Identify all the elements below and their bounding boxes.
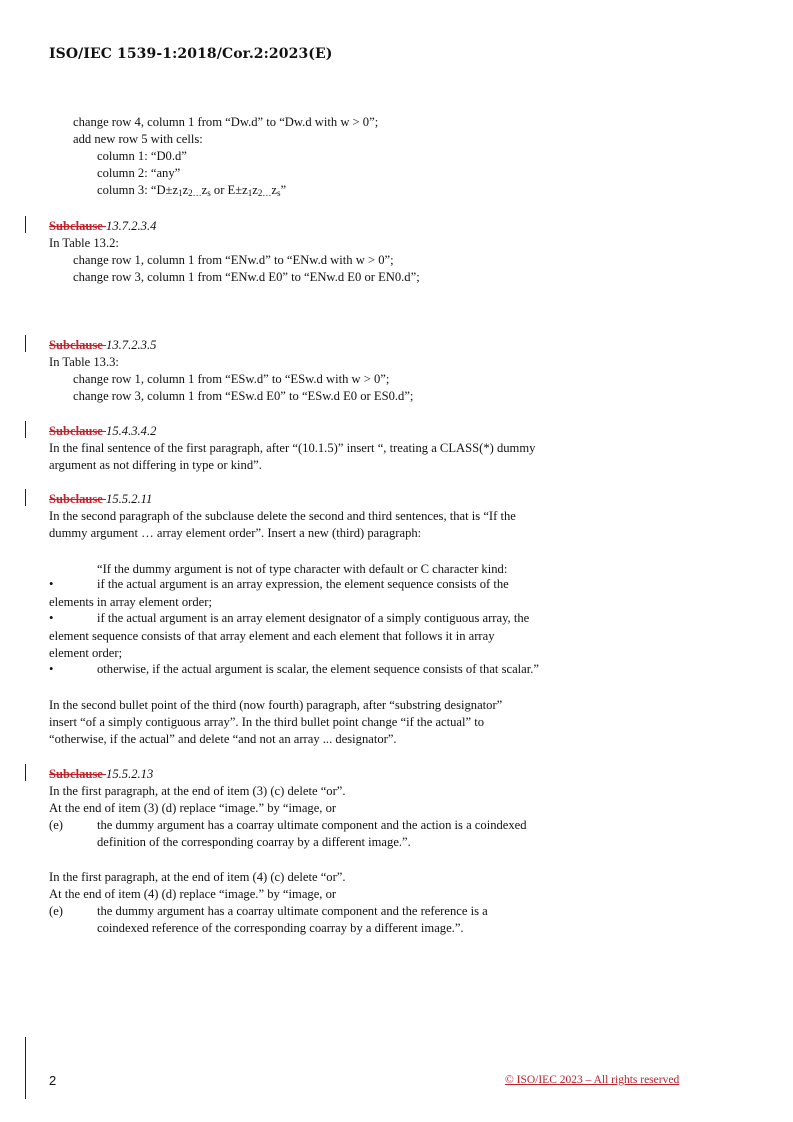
item-label: (e) bbox=[49, 818, 63, 832]
subclause-heading bbox=[49, 423, 156, 439]
text-run: z bbox=[201, 183, 208, 197]
instruction-line: In the first paragraph, at the end of item (4) (c) delete “or”. bbox=[49, 870, 346, 884]
instruction-line: add new row 5 with cells: bbox=[73, 132, 203, 146]
deleted-text: Subclause bbox=[49, 219, 107, 233]
instruction-line: argument as not differing in type or kind”. bbox=[49, 458, 262, 472]
subclause-ref: 15.5.2.13 bbox=[106, 767, 154, 781]
item-text: the dummy argument has a coarray ultimate component and the reference is a bbox=[97, 904, 488, 918]
deleted-text: Subclause bbox=[49, 492, 107, 506]
text-run: ” bbox=[280, 183, 287, 197]
page-number: 2 bbox=[49, 1073, 57, 1088]
deleted-text: Subclause bbox=[49, 338, 107, 352]
deleted-text: Subclause bbox=[49, 767, 107, 781]
subscript: s bbox=[276, 188, 281, 198]
subclause-ref: 13.7.2.3.4 bbox=[106, 219, 157, 233]
bullet-text: element order; bbox=[49, 646, 123, 660]
instruction-line: In the first paragraph, at the end of item (3) (c) delete “or”. bbox=[49, 784, 346, 798]
bullet-marker: • bbox=[49, 611, 54, 625]
bullet-marker: • bbox=[49, 577, 54, 591]
change-bar bbox=[25, 216, 26, 233]
document-header: ISO/IEC 1539-1:2018/Cor.2:2023(E) bbox=[49, 46, 333, 62]
bullet-text: if the actual argument is an array expression, the element sequence consists of the bbox=[97, 577, 509, 591]
instruction-line: column 2: “any” bbox=[97, 166, 181, 180]
instruction-line: In Table 13.3: bbox=[49, 355, 119, 369]
item-text: the dummy argument has a coarray ultimate component and the action is a coindexed bbox=[97, 818, 527, 832]
instruction-line: change row 1, column 1 from “ESw.d” to “ESw.d with w > 0”; bbox=[73, 372, 390, 386]
instruction-line: In the second paragraph of the subclause delete the second and third sentences, that is “If the bbox=[49, 509, 516, 523]
bullet-marker: • bbox=[49, 662, 54, 676]
bullet-text: if the actual argument is an array element designator of a simply contiguous array, the bbox=[97, 611, 530, 625]
instruction-line: change row 3, column 1 from “ENw.d E0” to “ENw.d E0 or EN0.d”; bbox=[73, 270, 420, 284]
text-run: z bbox=[182, 183, 189, 197]
quoted-paragraph: “If the dummy argument is not of type character with default or C character kind: bbox=[97, 562, 508, 576]
change-bar bbox=[25, 1037, 26, 1099]
subscript: s bbox=[207, 188, 211, 198]
subscript: 1 bbox=[178, 188, 183, 198]
subclause-heading bbox=[49, 218, 156, 234]
instruction-line: change row 4, column 1 from “Dw.d” to “Dw.d with w > 0”; bbox=[73, 115, 379, 129]
subclause-ref: 15.4.3.4.2 bbox=[106, 424, 157, 438]
instruction-line-column3 bbox=[97, 182, 286, 198]
deleted-text: Subclause bbox=[49, 424, 107, 438]
item-label: (e) bbox=[49, 904, 63, 918]
instruction-line: dummy argument … array element order”. Insert a new (third) paragraph: bbox=[49, 526, 422, 540]
text-run: column 3: “D±z bbox=[97, 183, 179, 197]
instruction-line: At the end of item (3) (d) replace “image.” by “image, or bbox=[49, 801, 337, 815]
item-text: coindexed reference of the corresponding coarray by a different image.”. bbox=[97, 921, 464, 935]
subclause-ref: 13.7.2.3.5 bbox=[106, 338, 157, 352]
subscript: 2… bbox=[188, 188, 202, 198]
subscript: 1 bbox=[247, 188, 253, 198]
subclause-heading bbox=[49, 337, 156, 353]
text-run: or E±z bbox=[210, 183, 248, 197]
instruction-line: insert “of a simply contiguous array”. In the third bullet point change “if the actual” to bbox=[49, 715, 485, 729]
bullet-text: element sequence consists of that array element and each element that follows it in array bbox=[49, 629, 495, 643]
subclause-heading bbox=[49, 766, 153, 782]
subscript: 2… bbox=[257, 188, 272, 198]
text-run: z bbox=[271, 183, 277, 197]
instruction-line: change row 3, column 1 from “ESw.d E0” to “ESw.d E0 or ES0.d”; bbox=[73, 389, 414, 403]
item-text: definition of the corresponding coarray by a different image.”. bbox=[97, 835, 411, 849]
change-bar bbox=[25, 489, 26, 506]
instruction-line: In the second bullet point of the third (now fourth) paragraph, after “substring designator” bbox=[49, 698, 503, 712]
change-bar bbox=[25, 421, 26, 438]
text-run: z bbox=[252, 183, 258, 197]
subclause-ref: 15.5.2.11 bbox=[106, 492, 153, 506]
bullet-text: elements in array element order; bbox=[49, 595, 212, 609]
change-bar bbox=[25, 764, 26, 781]
instruction-line: column 1: “D0.d” bbox=[97, 149, 187, 163]
instruction-line: change row 1, column 1 from “ENw.d” to “ENw.d with w > 0”; bbox=[73, 253, 394, 267]
instruction-line: In Table 13.2: bbox=[49, 236, 119, 250]
copyright-notice: © ISO/IEC 2023 – All rights reserved bbox=[505, 1074, 680, 1086]
instruction-line: At the end of item (4) (d) replace “image.” by “image, or bbox=[49, 887, 337, 901]
change-bar bbox=[25, 335, 26, 352]
bullet-text: otherwise, if the actual argument is scalar, the element sequence consists of that scalar.” bbox=[97, 662, 539, 676]
instruction-line: “otherwise, if the actual” and delete “and not an array ... designator”. bbox=[49, 732, 397, 746]
instruction-line: In the final sentence of the first paragraph, after “(10.1.5)” insert “, treating a CLASS(*) dummy bbox=[49, 441, 536, 455]
subclause-heading bbox=[49, 491, 152, 507]
